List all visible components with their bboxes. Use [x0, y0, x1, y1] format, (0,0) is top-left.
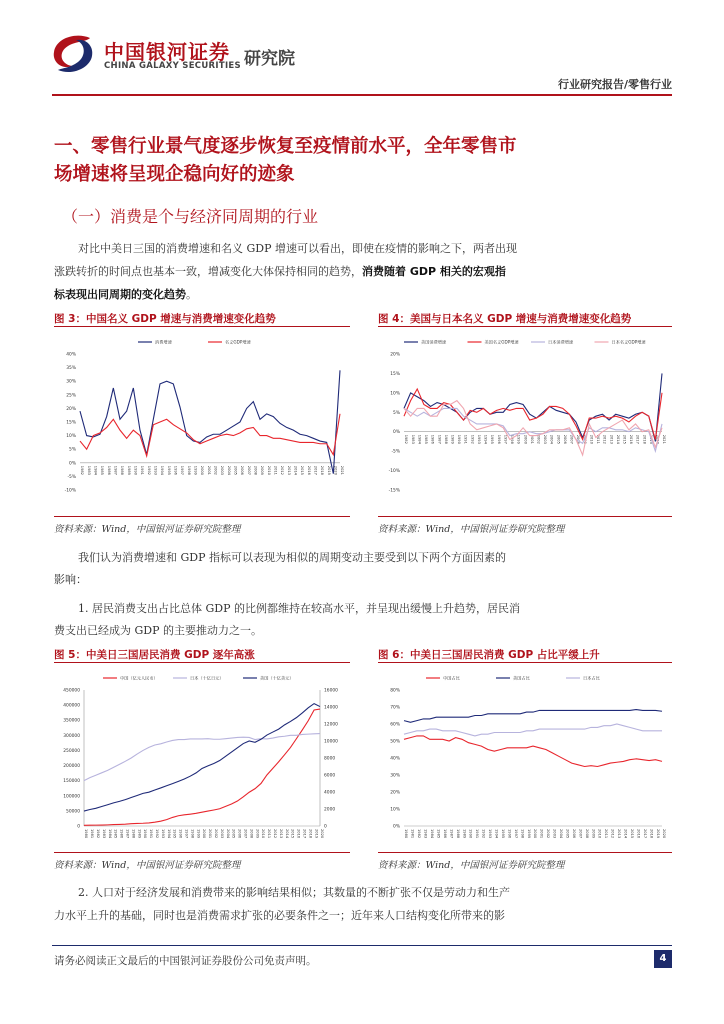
fig3-x-tick-label: 2017 [313, 465, 318, 475]
fig6-x-tick-label: 2010 [597, 829, 602, 839]
figure-5-chart [54, 668, 350, 852]
fig3-x-tick-label: 2021 [340, 465, 345, 475]
figure-3-bottom-rule [54, 516, 350, 517]
fig4-y-tick-label: -15% [388, 488, 400, 494]
fig6-x-tick-label: 2011 [604, 829, 609, 839]
figure-4-rule [378, 326, 672, 327]
fig3-y-tick-label: 5% [69, 447, 76, 453]
fig4-x-tick-label: 2008 [576, 434, 581, 444]
fig6-x-tick-label: 2002 [546, 829, 551, 839]
fig4-x-tick-label: 1993 [476, 434, 481, 444]
fig4-x-tick-label: 2016 [629, 434, 634, 444]
figure-4-bottom-rule [378, 516, 672, 517]
fig5-y-left-tick-label: 150000 [63, 779, 80, 785]
fig4-x-tick-label: 2005 [556, 434, 561, 444]
fig4-x-tick-label: 1990 [457, 434, 462, 444]
fig5-y-left-tick-label: 250000 [63, 748, 80, 754]
paragraph-1-line3: 标表现出同周期的变化趋势。 [54, 288, 197, 301]
fig3-x-tick-label: 2006 [240, 465, 245, 475]
fig4-x-tick-label: 1996 [496, 434, 501, 444]
fig6-x-tick-label: 1990 [468, 829, 473, 839]
fig6-x-tick-label: 1986 [442, 829, 447, 839]
fig3-x-tick-label: 2008 [253, 465, 258, 475]
fig5-x-tick-label: 2006 [237, 829, 242, 839]
fig3-y-tick-label: 0% [69, 461, 76, 467]
fig5-y-left-tick-label: 100000 [63, 794, 80, 800]
fig6-x-tick-label: 2006 [571, 829, 576, 839]
fig3-y-tick-label: 10% [66, 434, 76, 440]
fig4-x-tick-label: 1989 [450, 434, 455, 444]
fig4-x-tick-label: 2014 [615, 434, 620, 444]
fig6-x-tick-label: 1994 [494, 829, 499, 839]
fig5-y-left-tick-label: 0 [77, 824, 80, 830]
figure-6-source: 资料来源：Wind，中国银河证券研究院整理 [378, 860, 565, 871]
fig3-y-tick-label: 20% [66, 406, 76, 412]
logo-text-en: CHINA GALAXY SECURITIES [104, 61, 241, 71]
fig5-x-tick-label: 2017 [302, 829, 307, 839]
fig5-x-tick-label: 2019 [314, 829, 319, 839]
fig6-legend-label: 美国占比 [513, 675, 530, 681]
fig6-x-tick-label: 2017 [642, 829, 647, 839]
fig5-x-tick-label: 2005 [231, 829, 236, 839]
fig3-x-tick-label: 1987 [113, 465, 118, 475]
fig4-x-tick-label: 2006 [562, 434, 567, 444]
fig4-x-tick-label: 1997 [503, 434, 508, 444]
fig6-series-line [404, 710, 662, 723]
fig3-x-tick-label: 2003 [220, 465, 225, 475]
fig4-x-tick-label: 2003 [543, 434, 548, 444]
fig5-y-right-tick-label: 4000 [324, 790, 336, 796]
fig3-x-tick-label: 1994 [160, 465, 165, 475]
fig5-y-right-tick-label: 6000 [324, 773, 336, 779]
figure-3-source: 资料来源：Wind，中国银河证券研究院整理 [54, 524, 241, 535]
fig4-x-tick-label: 1991 [463, 434, 468, 444]
fig5-x-tick-label: 2003 [219, 829, 224, 839]
fig4-legend-label: 美国名义GDP增速 [484, 339, 519, 345]
fig3-x-tick-label: 1996 [173, 465, 178, 475]
fig5-y-right-tick-label: 2000 [324, 807, 336, 813]
fig3-x-tick-label: 2002 [213, 465, 218, 475]
fig4-x-tick-label: 1986 [430, 434, 435, 444]
fig6-x-tick-label: 2004 [559, 829, 563, 839]
fig4-x-tick-label: 2015 [622, 434, 627, 444]
fig3-x-tick-label: 1982 [80, 465, 85, 475]
fig3-x-tick-label: 1986 [106, 465, 111, 475]
paragraph-2-line2: 影响： [54, 573, 87, 586]
fig5-x-tick-label: 2000 [202, 829, 207, 839]
fig6-x-tick-label: 2014 [623, 829, 628, 839]
fig5-x-tick-label: 2010 [261, 829, 266, 839]
paragraph-4-line2: 力水平上升的基础，同时也是消费需求扩张的必要条件之一；近年来人口结构变化所带来的影 [54, 909, 505, 922]
figure-6-bottom-rule [378, 852, 672, 853]
figure-3-chart [54, 332, 350, 516]
fig3-x-tick-label: 1999 [193, 465, 198, 475]
figure-5-source: 资料来源：Wind，中国银河证券研究院整理 [54, 860, 241, 871]
fig3-x-tick-label: 2009 [260, 465, 265, 475]
fig3-x-tick-label: 1984 [93, 465, 98, 475]
footer-rule [52, 945, 672, 946]
fig5-x-tick-label: 2001 [208, 829, 213, 839]
fig4-x-tick-label: 1992 [470, 434, 475, 444]
paragraph-2-line1: 我们认为消费增速和 GDP 指标可以表现为相似的周期变动主要受到以下两个方面因素的 [78, 551, 506, 564]
fig5-x-tick-label: 1990 [143, 829, 148, 839]
fig3-legend-label: 消费增速 [155, 339, 172, 345]
figure-3-title: 图 3：中国名义 GDP 增速与消费增速变化趋势 [54, 313, 276, 325]
fig3-x-tick-label: 1997 [180, 465, 185, 475]
fig3-y-tick-label: -10% [64, 488, 76, 494]
fig6-x-tick-label: 2000 [533, 829, 538, 839]
fig5-y-right-tick-label: 16000 [324, 688, 338, 694]
fig4-x-tick-label: 2001 [529, 434, 534, 444]
fig6-legend-label: 中国占比 [443, 675, 460, 681]
fig4-y-tick-label: 5% [393, 410, 400, 416]
fig6-y-tick-label: 20% [390, 790, 400, 796]
fig5-x-tick-label: 2016 [296, 829, 301, 839]
fig5-x-tick-label: 1987 [125, 829, 130, 839]
fig3-x-tick-label: 1988 [120, 465, 125, 475]
fig3-x-tick-label: 1985 [100, 465, 105, 475]
fig5-x-tick-label: 1996 [178, 829, 183, 839]
fig4-x-tick-label: 2020 [655, 434, 660, 444]
fig6-x-tick-label: 1995 [500, 829, 505, 839]
fig4-x-tick-label: 2010 [589, 434, 594, 444]
paragraph-1-line2: 涨跌转折的时间点也基本一致，增减变化大体保持相同的趋势，消费随着 GDP 相关的宏观指 [54, 265, 506, 278]
fig5-x-tick-label: 2004 [225, 829, 230, 839]
fig5-y-left-tick-label: 50000 [66, 809, 80, 815]
fig5-x-tick-label: 1997 [184, 829, 189, 839]
fig3-x-tick-label: 2007 [246, 465, 251, 475]
fig6-x-tick-label: 1987 [449, 829, 454, 839]
figure-5-title: 图 5：中美日三国居民消费 GDP 逐年高涨 [54, 649, 255, 661]
subsection-title: （一）消费是个与经济同周期的行业 [62, 207, 319, 226]
fig4-series-line [404, 408, 662, 451]
fig5-series-line [84, 704, 320, 811]
fig3-x-tick-label: 2020 [333, 465, 338, 475]
fig6-y-tick-label: 10% [390, 807, 400, 813]
fig5-y-right-tick-label: 12000 [324, 722, 338, 728]
fig5-x-tick-label: 2011 [267, 829, 272, 839]
fig6-x-tick-label: 1997 [513, 829, 518, 839]
paragraph-4-line1: 2. 人口对于经济发展和消费带来的影响结果相似；其数量的不断扩张不仅是劳动力和生产 [78, 886, 510, 899]
figure-5-rule [54, 662, 350, 663]
fig3-y-tick-label: 30% [66, 379, 76, 385]
fig6-y-tick-label: 60% [390, 722, 400, 728]
fig5-x-tick-label: 1995 [172, 829, 177, 839]
fig6-x-tick-label: 1993 [488, 829, 493, 839]
fig5-x-tick-label: 1988 [131, 829, 136, 839]
fig5-x-tick-label: 1993 [160, 829, 165, 839]
fig3-x-tick-label: 1993 [153, 465, 158, 475]
header-rule [52, 94, 672, 96]
fig5-y-right-tick-label: 0 [324, 824, 327, 830]
fig6-x-tick-label: 2005 [565, 829, 570, 839]
figure-4-source: 资料来源：Wind，中国银河证券研究院整理 [378, 524, 565, 535]
fig5-x-tick-label: 2008 [249, 829, 254, 839]
figure-6-chart [378, 668, 672, 852]
section-title-line1: 一、零售行业景气度逐步恢复至疫情前水平，全年零售市 [54, 136, 517, 157]
institute-label: 研究院 [244, 49, 295, 69]
paragraph-3-line1: 1. 居民消费支出占比总体 GDP 的比例都维持在较高水平，并呈现出缓慢上升趋势，居民消 [78, 602, 520, 615]
fig4-x-tick-label: 2004 [549, 434, 554, 444]
fig5-x-tick-label: 1991 [149, 829, 154, 839]
fig5-x-tick-label: 2018 [308, 829, 313, 839]
fig5-y-right-tick-label: 8000 [324, 756, 336, 762]
fig6-x-tick-label: 2007 [578, 829, 583, 839]
fig3-y-tick-label: 25% [66, 393, 76, 399]
fig3-legend-label: 名义GDP增速 [225, 339, 251, 345]
fig3-x-tick-label: 2012 [280, 465, 285, 475]
fig6-x-tick-label: 1996 [507, 829, 512, 839]
fig5-x-tick-label: 2009 [255, 829, 260, 839]
fig6-x-tick-label: 1980 [404, 829, 409, 839]
paragraph-1-line1: 对比中美日三国的消费增速和名义 GDP 增速可以看出，即使在疫情的影响之下，两者出现 [78, 242, 517, 255]
fig3-x-tick-label: 2005 [233, 465, 238, 475]
fig4-legend-label: 日本消费增速 [548, 339, 574, 345]
fig6-y-tick-label: 80% [390, 688, 400, 694]
fig6-x-tick-label: 1981 [410, 829, 415, 839]
section-title-line2: 场增速将呈现企稳向好的迹象 [54, 164, 295, 185]
footer-disclaimer: 请务必阅读正文最后的中国银河证券股份公司免责声明。 [54, 955, 317, 967]
fig3-x-tick-label: 2004 [226, 465, 231, 475]
fig5-x-tick-label: 1999 [196, 829, 201, 839]
fig3-x-tick-label: 1992 [146, 465, 151, 475]
fig5-y-left-tick-label: 200000 [63, 764, 80, 770]
fig3-series-line [80, 370, 340, 473]
fig4-x-tick-label: 2000 [523, 434, 528, 444]
paragraph-3-line2: 费支出已经成为 GDP 的主要推动力之一。 [54, 624, 262, 637]
fig3-x-tick-label: 2011 [273, 465, 278, 475]
fig5-legend-label: 中国（亿元人民币） [120, 675, 158, 681]
fig6-x-tick-label: 1988 [455, 829, 460, 839]
galaxy-logo-icon [46, 30, 98, 76]
fig6-x-tick-label: 2001 [539, 829, 544, 839]
fig4-y-tick-label: -10% [388, 469, 400, 475]
fig3-y-tick-label: 40% [66, 352, 76, 358]
fig4-x-tick-label: 1987 [437, 434, 442, 444]
fig3-x-tick-label: 2019 [326, 465, 331, 475]
fig5-legend-label: 日本（十亿日元） [190, 675, 224, 681]
fig6-x-tick-label: 2013 [617, 829, 622, 839]
fig6-x-tick-label: 2016 [636, 829, 641, 839]
fig4-x-tick-label: 1995 [490, 434, 495, 444]
fig4-legend-label: 美国消费增速 [421, 339, 447, 345]
fig5-x-tick-label: 1989 [137, 829, 142, 839]
fig5-x-tick-label: 1980 [84, 829, 89, 839]
fig5-y-right-tick-label: 10000 [324, 739, 338, 745]
fig6-x-tick-label: 1984 [430, 829, 434, 839]
fig3-x-tick-label: 2001 [206, 465, 211, 475]
fig5-x-tick-label: 2007 [243, 829, 248, 839]
fig5-legend-label: 美国（十亿美元） [260, 675, 294, 681]
fig4-x-tick-label: 1984 [417, 434, 422, 444]
fig4-x-tick-label: 1983 [410, 434, 415, 444]
fig3-x-tick-label: 2014 [293, 465, 298, 475]
fig5-x-tick-label: 1984 [107, 829, 112, 839]
fig4-legend-label: 日本名义GDP增速 [611, 339, 646, 345]
fig4-x-tick-label: 2019 [648, 434, 653, 444]
fig6-series-line [404, 724, 662, 736]
fig4-y-tick-label: 10% [390, 391, 400, 397]
fig3-x-tick-label: 1991 [140, 465, 145, 475]
fig4-x-tick-label: 1985 [424, 434, 429, 444]
logo-text-cn: 中国银河证券 [104, 40, 230, 64]
fig5-y-left-tick-label: 350000 [63, 718, 80, 724]
fig5-x-tick-label: 2015 [290, 829, 295, 839]
fig3-x-tick-label: 1998 [186, 465, 191, 475]
fig6-y-tick-label: 40% [390, 756, 400, 762]
fig6-x-tick-label: 1989 [462, 829, 467, 839]
fig4-x-tick-label: 1994 [483, 434, 488, 444]
fig4-y-tick-label: 15% [390, 371, 400, 377]
fig5-x-tick-label: 1983 [101, 829, 106, 839]
fig6-x-tick-label: 2018 [649, 829, 654, 839]
fig6-x-tick-label: 2012 [610, 829, 615, 839]
fig6-x-tick-label: 1992 [481, 829, 486, 839]
figure-4-title: 图 4：美国与日本名义 GDP 增速与消费增速变化趋势 [378, 313, 632, 325]
fig5-y-left-tick-label: 300000 [63, 733, 80, 739]
fig5-x-tick-label: 1981 [90, 829, 95, 839]
page-number: 4 [654, 950, 672, 968]
fig4-x-tick-label: 2013 [609, 434, 614, 444]
fig3-x-tick-label: 2015 [300, 465, 305, 475]
fig6-y-tick-label: 30% [390, 773, 400, 779]
fig4-x-tick-label: 2012 [602, 434, 607, 444]
fig6-x-tick-label: 2015 [629, 829, 634, 839]
fig4-y-tick-label: 20% [390, 352, 400, 358]
fig3-x-tick-label: 1989 [126, 465, 131, 475]
fig4-x-tick-label: 1988 [443, 434, 448, 444]
fig3-x-tick-label: 2018 [320, 465, 325, 475]
fig3-y-tick-label: 15% [66, 420, 76, 426]
fig5-y-right-tick-label: 14000 [324, 705, 338, 711]
figure-6-title: 图 6：中美日三国居民消费 GDP 占比平缓上升 [378, 649, 600, 661]
fig6-x-tick-label: 1991 [475, 829, 480, 839]
figure-4-chart [378, 332, 672, 516]
fig3-x-tick-label: 2010 [266, 465, 271, 475]
fig4-y-tick-label: -5% [391, 449, 400, 455]
fig3-x-tick-label: 1983 [86, 465, 91, 475]
fig4-x-tick-label: 2007 [569, 434, 574, 444]
fig5-x-tick-label: 2013 [278, 829, 283, 839]
fig6-x-tick-label: 2009 [591, 829, 596, 839]
fig3-x-tick-label: 2013 [286, 465, 291, 475]
fig3-x-tick-label: 2016 [306, 465, 311, 475]
fig3-x-tick-label: 2000 [200, 465, 205, 475]
fig4-x-tick-label: 2018 [642, 434, 647, 444]
fig4-x-tick-label: 2021 [662, 434, 667, 444]
fig4-series-line [404, 373, 662, 441]
fig6-legend-label: 日本占比 [583, 675, 600, 681]
fig6-x-tick-label: 2003 [552, 829, 557, 839]
fig6-x-tick-label: 1983 [423, 829, 428, 839]
fig5-x-tick-label: 1985 [113, 829, 118, 839]
fig5-y-left-tick-label: 400000 [63, 703, 80, 709]
fig6-x-tick-label: 2008 [584, 829, 589, 839]
fig6-x-tick-label: 2019 [655, 829, 660, 839]
fig5-x-tick-label: 2012 [273, 829, 277, 839]
fig5-x-tick-label: 1992 [155, 829, 159, 839]
fig3-y-tick-label: 35% [66, 366, 76, 372]
figure-5-bottom-rule [54, 852, 350, 853]
figure-3-rule [54, 326, 350, 327]
fig6-y-tick-label: 50% [390, 739, 400, 745]
fig5-y-left-tick-label: 450000 [63, 688, 80, 694]
fig5-x-tick-label: 1998 [190, 829, 195, 839]
fig3-y-tick-label: -5% [67, 474, 76, 480]
fig6-x-tick-label: 2020 [662, 829, 667, 839]
fig5-x-tick-label: 2020 [320, 829, 325, 839]
fig4-x-tick-label: 2002 [536, 434, 541, 444]
fig5-x-tick-label: 1982 [96, 829, 100, 839]
fig4-x-tick-label: 1982 [404, 434, 409, 444]
fig4-x-tick-label: 1999 [516, 434, 521, 444]
fig3-x-tick-label: 1990 [133, 465, 138, 475]
fig4-x-tick-label: 2017 [635, 434, 640, 444]
report-type: 行业研究报告/零售行业 [557, 78, 672, 91]
fig6-y-tick-label: 0% [393, 824, 400, 830]
fig6-y-tick-label: 70% [390, 705, 400, 711]
fig5-series-line [84, 709, 320, 825]
fig3-x-tick-label: 1995 [166, 465, 171, 475]
fig5-x-tick-label: 2002 [214, 829, 218, 839]
fig4-x-tick-label: 2011 [596, 434, 601, 444]
fig4-y-tick-label: 0% [393, 430, 400, 436]
fig6-x-tick-label: 1999 [526, 829, 531, 839]
fig5-x-tick-label: 2014 [284, 829, 289, 839]
fig6-x-tick-label: 1982 [417, 829, 422, 839]
fig5-series-line [84, 734, 320, 781]
fig5-x-tick-label: 1986 [119, 829, 124, 839]
fig6-x-tick-label: 1985 [436, 829, 441, 839]
fig6-series-line [404, 736, 662, 767]
fig5-x-tick-label: 1994 [166, 829, 171, 839]
figure-6-rule [378, 662, 672, 663]
fig4-x-tick-label: 2009 [582, 434, 587, 444]
fig4-x-tick-label: 1998 [510, 434, 515, 444]
fig6-x-tick-label: 1998 [520, 829, 525, 839]
